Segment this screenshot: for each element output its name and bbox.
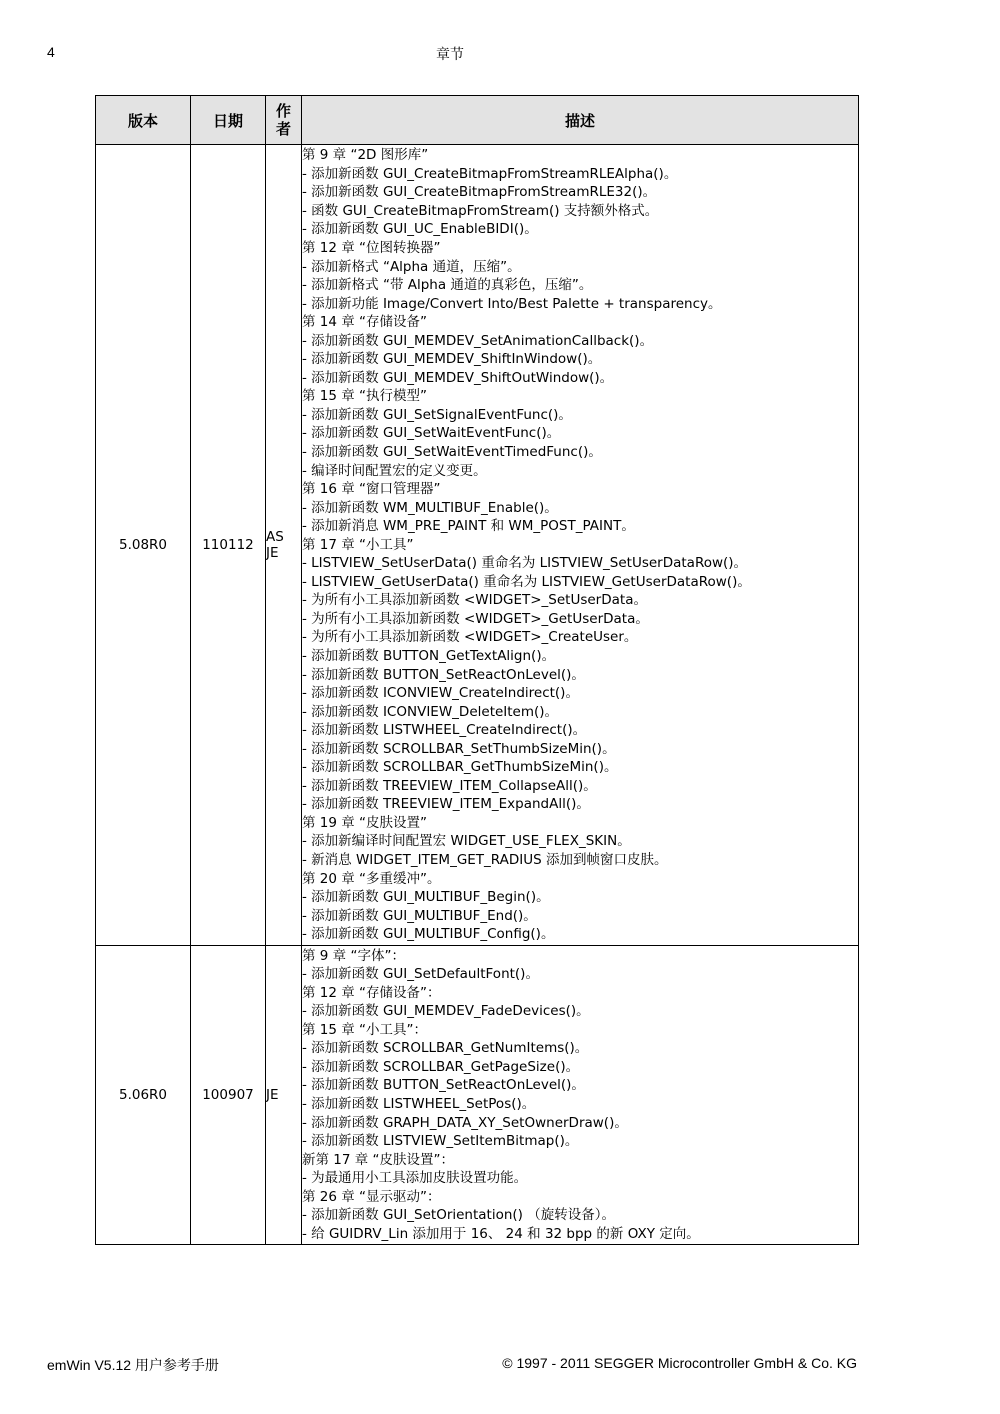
description-line: - 为所有小工具添加新函数 <WIDGET>_GetUserData。 [302, 610, 649, 627]
description-line: - 添加新函数 GUI_MEMDEV_ShiftInWindow()。 [302, 351, 602, 368]
row-author: AS JE [266, 145, 302, 946]
description-line: - 为所有小工具添加新函数 <WIDGET>_CreateUser。 [302, 629, 638, 646]
description-line: - 添加新函数 BUTTON_SetReactOnLevel()。 [302, 666, 585, 683]
row-date: 100907 [191, 946, 266, 1245]
description-line: 第 19 章 “皮肤设置” [302, 814, 428, 831]
description-line: 第 15 章 “小工具”： [302, 1021, 428, 1038]
header-author [266, 96, 302, 145]
description-line: - 添加新函数 GUI_MEMDEV_ShiftOutWindow()。 [302, 369, 614, 386]
row-description [302, 145, 859, 946]
description-line: 第 14 章 “存储设备” [302, 314, 428, 331]
description-line: 第 26 章 “显示驱动”： [302, 1188, 441, 1205]
description-line: - 添加新函数 GUI_SetDefaultFont()。 [302, 966, 539, 983]
description-line: - 添加新函数 TREEVIEW_ITEM_ExpandAll()。 [302, 796, 590, 813]
description-line: - 添加新函数 GUI_SetWaitEventFunc()。 [302, 425, 561, 442]
description-line: 第 12 章 “存储设备”： [302, 984, 441, 1001]
header-author-text: 作者 [275, 102, 291, 138]
description-line: - 添加新函数 SCROLLBAR_GetNumItems()。 [302, 1040, 589, 1057]
description-line: 第 12 章 “位图转换器” [302, 239, 441, 256]
description-line: - 添加新函数 ICONVIEW_CreateIndirect()。 [302, 685, 579, 702]
description-line: 第 9 章 “字体”： [302, 947, 405, 964]
description-line: - 添加新函数 SCROLLBAR_SetThumbSizeMin()。 [302, 740, 616, 757]
description-line: - 添加新功能 Image/Convert Into/Best Palette + transparency。 [302, 295, 722, 312]
description-line: - 添加新函数 ICONVIEW_DeleteItem()。 [302, 703, 559, 720]
description-line: - 添加新函数 SCROLLBAR_GetPageSize()。 [302, 1058, 580, 1075]
footer-manual-title: emWin V5.12 用户参考手册 [47, 1357, 219, 1373]
description-line: - 添加新函数 GRAPH_DATA_XY_SetOwnerDraw()。 [302, 1114, 628, 1131]
description-line: - 添加新函数 GUI_UC_EnableBIDI()。 [302, 221, 538, 238]
description-line: - 添加新函数 BUTTON_SetReactOnLevel()。 [302, 1077, 585, 1094]
description-line: - 添加新消息 WM_PRE_PAINT 和 WM_POST_PAINT。 [302, 518, 635, 535]
table-row [96, 946, 859, 1245]
description-line: - 添加新函数 TREEVIEW_ITEM_CollapseAll()。 [302, 777, 597, 794]
description-line: - 函数 GUI_CreateBitmapFromStream() 支持额外格式。 [302, 202, 659, 219]
description-line: - 新消息 WIDGET_ITEM_GET_RADIUS 添加到帧窗口皮肤。 [302, 852, 668, 869]
description-line: - 添加新函数 GUI_MEMDEV_SetAnimationCallback()。 [302, 332, 654, 349]
description-line: - 编译时间配置宏的定义变更。 [302, 462, 487, 479]
description-line: - 添加新函数 GUI_MULTIBUF_Config()。 [302, 926, 555, 943]
description-line: 第 9 章 “2D 图形库” [302, 147, 429, 164]
description-line: - 给 GUIDRV_Lin 添加用于 16、 24 和 32 bpp 的新 OXY 定向。 [302, 1225, 700, 1242]
description-line: - 添加新函数 LISTWHEEL_SetPos()。 [302, 1096, 536, 1112]
description-line: 第 15 章 “执行模型” [302, 388, 428, 405]
header-date: 日期 [191, 96, 266, 145]
description-line: - 添加新函数 GUI_SetOrientation() （旋转设备）。 [302, 1207, 615, 1224]
description-line: - 添加新格式 “Alpha 通道，压缩”。 [302, 258, 521, 275]
description-line: 新第 17 章 “皮肤设置”： [302, 1151, 455, 1168]
description-line: 第 17 章 “小工具” [302, 536, 414, 553]
row-author: JE [266, 946, 302, 1245]
header-version: 版本 [96, 96, 191, 145]
description-line: - 添加新函数 GUI_CreateBitmapFromStreamRLEAlpha()。 [302, 165, 678, 182]
description-line: - 添加新编译时间配置宏 WIDGET_USE_FLEX_SKIN。 [302, 833, 631, 850]
row-version: 5.08R0 [96, 145, 191, 946]
description-line: - 添加新函数 SCROLLBAR_GetThumbSizeMin()。 [302, 759, 618, 776]
row-version: 5.06R0 [96, 946, 191, 1245]
description-line: - 添加新函数 GUI_CreateBitmapFromStreamRLE32()。 [302, 184, 657, 201]
table-row [96, 145, 859, 946]
footer-copyright: © 1997 - 2011 SEGGER Microcontroller GmbH & Co. KG [502, 1355, 857, 1371]
description-line: - 添加新函数 GUI_SetSignalEventFunc()。 [302, 406, 572, 423]
description-line: - 为最通用小工具添加皮肤设置功能。 [302, 1170, 528, 1187]
description-line: - LISTVIEW_GetUserData() 重命名为 LISTVIEW_GetUserDataRow()。 [302, 573, 751, 590]
description-line: - 添加新格式 “带 Alpha 通道的真彩色，压缩”。 [302, 277, 593, 294]
description-line: - 添加新函数 GUI_MULTIBUF_Begin()。 [302, 889, 550, 906]
page-number: 4 [47, 44, 55, 60]
description-line: - 添加新函数 GUI_MEMDEV_FadeDevices()。 [302, 1003, 590, 1020]
description-line: 第 20 章 “多重缓冲”。 [302, 870, 441, 887]
description-line: 第 16 章 “窗口管理器” [302, 481, 441, 498]
description-line: - 添加新函数 WM_MULTIBUF_Enable()。 [302, 499, 558, 516]
revision-table [95, 95, 859, 1245]
table-header-row [96, 96, 859, 145]
row-description [302, 946, 859, 1245]
description-line: - 为所有小工具添加新函数 <WIDGET>_SetUserData。 [302, 592, 647, 609]
description-line: - 添加新函数 GUI_MULTIBUF_End()。 [302, 907, 537, 924]
description-line: - 添加新函数 BUTTON_GetTextAlign()。 [302, 648, 556, 664]
row-date: 110112 [191, 145, 266, 946]
description-line: - LISTVIEW_SetUserData() 重命名为 LISTVIEW_SetUserDataRow()。 [302, 555, 748, 572]
description-line: - 添加新函数 LISTWHEEL_CreateIndirect()。 [302, 722, 587, 739]
description-line: - 添加新函数 GUI_SetWaitEventTimedFunc()。 [302, 443, 602, 460]
description-line: - 添加新函数 LISTVIEW_SetItemBitmap()。 [302, 1133, 579, 1150]
header-description: 描述 [302, 96, 859, 145]
page-title: 章节 [436, 47, 464, 63]
